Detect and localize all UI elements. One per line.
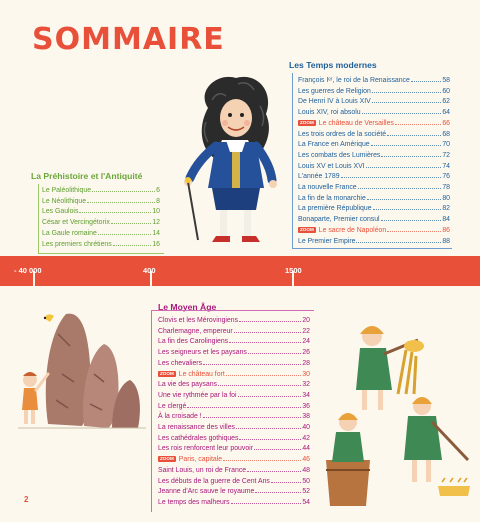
toc-entry-label: La fin de la monarchie	[298, 194, 366, 202]
toc-entry-label: Clovis et les Mérovingiens	[158, 317, 239, 324]
toc-entry-la-france-en-amerique[interactable]	[298, 140, 450, 151]
zoom-badge: ZOOM	[160, 370, 174, 376]
toc-entry-page: 22	[302, 327, 310, 335]
toc-entry-les-rois-renforcent-leur-pouvoir[interactable]	[158, 444, 310, 455]
toc-entry-la-renaissance-des-villes[interactable]	[158, 423, 310, 434]
toc-entry-label: De Henri IV à Louis XIV	[298, 98, 371, 106]
zoom-badge: ZOOM	[300, 226, 314, 232]
toc-entry-cesar-et-vercingetorix[interactable]	[42, 218, 160, 229]
dot-leader	[367, 194, 442, 200]
toc-entry-page: 32	[302, 381, 310, 389]
dot-leader	[362, 108, 442, 114]
toc-entry-page: 72	[442, 151, 450, 159]
dot-leader	[113, 240, 152, 246]
toc-entry-label: Louis XV et Louis XVI	[298, 162, 365, 170]
dot-leader	[381, 151, 441, 157]
toc-entry-page: 68	[442, 130, 450, 138]
toc-entry-title	[298, 76, 410, 87]
toc-entry-title	[298, 97, 371, 108]
toc-entry-label: Saint Louis, un roi de France	[158, 466, 247, 474]
toc-entry-title	[158, 402, 186, 413]
toc-entry-paris-capitale[interactable]	[158, 455, 310, 466]
toc-entry-title	[298, 151, 380, 162]
toc-entry-page: 10	[152, 208, 160, 216]
toc-entry-le-chateau-fort[interactable]	[158, 370, 310, 381]
toc-entry-title	[298, 172, 340, 183]
toc-entry-title	[158, 477, 270, 488]
toc-entry-title	[158, 327, 233, 338]
toc-entry-title	[158, 423, 235, 434]
toc-entry-label: Les seigneurs et les paysans	[158, 349, 247, 357]
dot-leader	[223, 455, 301, 461]
toc-entry-le-premier-empire[interactable]	[298, 237, 450, 248]
toc-entry-page: 12	[152, 219, 160, 227]
dot-leader	[254, 444, 301, 450]
toc-entry-page: 78	[442, 184, 450, 192]
toc-entry-label: Charlemagne, empereur	[158, 327, 233, 335]
toc-entry-a-la-croisade[interactable]	[158, 412, 310, 423]
toc-entry-le-clerge[interactable]	[158, 402, 310, 413]
timeline-label-prehistoire: - 40 000	[14, 266, 42, 275]
toc-entry-title	[158, 434, 238, 445]
toc-entry-une-vie-rythmee-par-la-foi[interactable]	[158, 391, 310, 402]
toc-entry-title	[158, 391, 237, 402]
timeline-label-moyen-age: 400	[143, 266, 156, 275]
dot-leader	[255, 487, 301, 493]
dot-leader	[187, 402, 301, 408]
toc-entry-label: Les chevaliers	[158, 359, 203, 367]
toc-entry-title	[42, 207, 78, 218]
toc-entry-title	[158, 348, 247, 359]
toc-entry-l-annee-1789[interactable]	[298, 172, 450, 183]
toc-entry-label: La première République	[298, 205, 372, 213]
toc-entry-label: Le sacre de Napoléon	[318, 226, 387, 234]
toc-entry-louis-xiv-roi-absolu[interactable]	[298, 108, 450, 119]
toc-entry-clovis-et-les-merovingiens[interactable]	[158, 316, 310, 327]
timeline-band	[0, 256, 480, 286]
toc-entry-title	[42, 229, 97, 240]
toc-entry-label: César et Vercingétorix	[42, 219, 110, 227]
toc-entry-title	[298, 119, 394, 130]
dot-leader	[98, 229, 152, 235]
toc-entry-title	[298, 237, 355, 248]
toc-entry-title	[298, 226, 386, 237]
toc-entry-title	[158, 455, 222, 466]
toc-entry-page: 84	[442, 216, 450, 224]
toc-entry-les-premiers-chretiens[interactable]	[42, 240, 160, 251]
temps-modernes-section-title: Les Temps modernes	[289, 60, 377, 70]
toc-entry-page: 26	[302, 349, 310, 357]
temps-modernes-list	[298, 76, 450, 247]
dot-leader	[229, 337, 301, 343]
toc-entry-les-seigneurs-et-les-paysans[interactable]	[158, 348, 310, 359]
menhirs-illustration	[18, 304, 146, 434]
toc-entry-label: Jeanne d'Arc sauve le royaume	[158, 488, 255, 496]
prehistoire-section-title: La Préhistoire et l'Antiquité	[31, 171, 143, 181]
toc-entry-label: Les trois ordres de la société	[298, 130, 387, 138]
toc-entry-title	[42, 186, 91, 197]
dot-leader	[372, 87, 442, 93]
toc-entry-title	[158, 498, 230, 509]
dot-leader	[236, 423, 301, 429]
dot-leader	[387, 130, 441, 136]
toc-entry-label: Les guerres de Religion	[298, 87, 371, 95]
toc-entry-page: 16	[152, 240, 160, 248]
toc-entry-label: L'année 1789	[298, 173, 340, 181]
toc-entry-les-guerres-de-religion[interactable]	[298, 87, 450, 98]
toc-entry-les-debuts-de-la-guerre-de-cent-ans[interactable]	[158, 477, 310, 488]
toc-entry-label: La Gaule romaine	[42, 229, 97, 237]
toc-entry-title	[298, 204, 372, 215]
toc-entry-page: 42	[302, 434, 310, 442]
toc-entry-label: Paris, capitale	[178, 456, 223, 464]
toc-entry-label: La renaissance des villes	[158, 424, 235, 432]
toc-entry-title	[158, 337, 228, 348]
toc-entry-le-temps-des-malheurs[interactable]	[158, 498, 310, 509]
dot-leader	[234, 327, 302, 333]
toc-entry-label: Le temps des malheurs	[158, 498, 230, 506]
louis-xiv-illustration	[178, 70, 288, 250]
toc-entry-title	[298, 108, 361, 119]
dot-leader	[231, 498, 302, 504]
page-title: SOMMAIRE	[32, 22, 225, 57]
toc-entry-title	[158, 444, 253, 455]
toc-entry-page: 44	[302, 445, 310, 453]
dot-leader	[373, 204, 442, 210]
toc-entry-page: 58	[442, 77, 450, 84]
toc-entry-title	[42, 197, 86, 208]
toc-entry-la-gaule-romaine[interactable]	[42, 229, 160, 240]
toc-entry-title	[298, 194, 366, 205]
toc-entry-title	[158, 412, 202, 423]
toc-entry-page: 76	[442, 173, 450, 181]
dot-leader	[226, 370, 302, 376]
toc-entry-label: Le Néolithique	[42, 197, 87, 205]
toc-entry-page: 14	[152, 229, 160, 237]
toc-entry-title	[158, 316, 238, 327]
toc-entry-label: La vie des paysans	[158, 381, 217, 389]
toc-entry-title	[298, 87, 371, 98]
dot-leader	[87, 197, 155, 203]
toc-entry-page: 24	[302, 338, 310, 346]
toc-entry-la-fin-des-carolingiens[interactable]	[158, 337, 310, 348]
toc-entry-le-chateau-de-versailles[interactable]	[298, 119, 450, 130]
toc-entry-label: La France en Amérique	[298, 141, 370, 149]
toc-entry-le-neolithique[interactable]	[42, 197, 160, 208]
toc-entry-page: 66	[442, 119, 450, 127]
dot-leader	[238, 391, 302, 397]
toc-entry-page: 38	[302, 413, 310, 421]
timeline-label-temps-modernes: 1500	[285, 266, 302, 275]
toc-entry-label: La fin des Carolingiens	[158, 338, 229, 346]
toc-entry-page: 34	[302, 391, 310, 399]
dot-leader	[381, 215, 442, 221]
toc-entry-label: Les premiers chrétiens	[42, 240, 112, 248]
toc-entry-label: Le château fort	[178, 370, 225, 378]
toc-entry-label: Bonaparte, Premier consul	[298, 216, 380, 224]
moyen-age-list	[158, 316, 310, 509]
dot-leader	[92, 186, 155, 192]
toc-entry-jeanne-d-arc-sauve-le-royaume[interactable]	[158, 487, 310, 498]
dot-leader	[111, 218, 152, 224]
toc-entry-title	[42, 240, 112, 251]
toc-entry-les-trois-ordres-de-la-societe[interactable]	[298, 130, 450, 141]
toc-entry-page: 60	[442, 87, 450, 95]
toc-entry-title	[42, 218, 110, 229]
toc-entry-title	[158, 370, 225, 381]
dot-leader	[239, 434, 301, 440]
toc-entry-title	[298, 183, 357, 194]
dot-leader	[271, 477, 301, 483]
toc-entry-title	[298, 215, 380, 226]
toc-entry-page: 62	[442, 98, 450, 106]
toc-entry-les-gaulois[interactable]	[42, 207, 160, 218]
dot-leader	[356, 237, 441, 243]
dot-leader	[79, 207, 151, 213]
toc-entry-label: Le château de Versailles	[318, 119, 394, 127]
toc-entry-label: Une vie rythmée par la foi	[158, 391, 237, 399]
toc-entry-page: 46	[302, 456, 310, 464]
page-number: 2	[24, 495, 29, 504]
toc-entry-label: Les rois renforcent leur pouvoir	[158, 445, 253, 453]
toc-entry-label: Le Premier Empire	[298, 237, 356, 245]
toc-entry-label: Louis XIV, roi absolu	[298, 109, 361, 117]
toc-entry-page: 70	[442, 141, 450, 149]
toc-entry-page: 30	[302, 370, 310, 378]
dot-leader	[218, 380, 301, 386]
toc-entry-label: François Iᵉʳ, le roi de la Renaissance	[298, 77, 410, 84]
dot-leader	[247, 466, 301, 472]
toc-entry-les-combats-des-lumieres[interactable]	[298, 151, 450, 162]
dot-leader	[248, 348, 301, 354]
zoom-badge: ZOOM	[300, 119, 314, 125]
toc-entry-charlemagne-empereur[interactable]	[158, 327, 310, 338]
dot-leader	[358, 183, 442, 189]
toc-entry-title	[158, 487, 254, 498]
toc-entry-label: Les combats des Lumières	[298, 151, 381, 159]
toc-entry-page: 86	[442, 226, 450, 234]
moyen-age-section-title: Le Moyen Âge	[158, 302, 217, 312]
toc-entry-les-chevaliers[interactable]	[158, 359, 310, 370]
toc-entry-la-vie-des-paysans[interactable]	[158, 380, 310, 391]
peasants-illustration	[320, 310, 472, 515]
toc-entry-label: Les débuts de la guerre de Cent Ans	[158, 477, 270, 485]
toc-entry-saint-louis-un-roi-de-france[interactable]	[158, 466, 310, 477]
toc-entry-page: 28	[302, 359, 310, 367]
toc-entry-francois-i-le-roi-de-la-renaissance[interactable]	[298, 76, 450, 87]
toc-entry-le-paleolithique[interactable]	[42, 186, 160, 197]
toc-entry-page: 52	[302, 488, 310, 496]
toc-entry-page: 36	[302, 402, 310, 410]
toc-entry-title	[158, 380, 217, 391]
toc-entry-le-sacre-de-napoleon[interactable]	[298, 226, 450, 237]
toc-entry-page: 54	[302, 498, 310, 506]
dot-leader	[372, 97, 442, 103]
toc-entry-page: 82	[442, 205, 450, 213]
toc-entry-bonaparte-premier-consul[interactable]	[298, 215, 450, 226]
toc-entry-label: À la croisade !	[158, 413, 202, 421]
toc-entry-label: Les cathédrales gothiques	[158, 434, 239, 442]
toc-entry-la-nouvelle-france[interactable]	[298, 183, 450, 194]
toc-entry-title	[298, 130, 386, 141]
toc-entry-label: Le Paléolithique	[42, 187, 92, 194]
toc-entry-louis-xv-et-louis-xvi[interactable]	[298, 162, 450, 173]
toc-entry-page: 6	[156, 187, 160, 194]
toc-entry-title	[158, 359, 202, 370]
dot-leader	[203, 412, 302, 418]
dot-leader	[203, 359, 301, 365]
toc-entry-page: 8	[156, 197, 160, 205]
toc-entry-page: 48	[302, 466, 310, 474]
toc-entry-label: Le clergé	[158, 402, 187, 410]
dot-leader	[239, 316, 301, 322]
dot-leader	[387, 226, 441, 232]
toc-entry-page: 64	[442, 109, 450, 117]
toc-entry-label: La nouvelle France	[298, 184, 357, 192]
dot-leader	[366, 162, 442, 168]
toc-entry-title	[158, 466, 246, 477]
toc-entry-title	[298, 140, 370, 151]
toc-entry-page: 40	[302, 424, 310, 432]
toc-entry-page: 50	[302, 477, 310, 485]
toc-entry-la-premiere-republique[interactable]	[298, 204, 450, 215]
toc-entry-page: 74	[442, 162, 450, 170]
dot-leader	[341, 172, 442, 178]
toc-entry-label: Les Gaulois	[42, 208, 79, 216]
toc-entry-page: 80	[442, 194, 450, 202]
dot-leader	[411, 76, 441, 82]
prehistoire-list	[42, 186, 160, 250]
toc-entry-les-cathedrales-gothiques[interactable]	[158, 434, 310, 445]
toc-entry-la-fin-de-la-monarchie[interactable]	[298, 194, 450, 205]
toc-entry-title	[298, 162, 365, 173]
dot-leader	[371, 140, 442, 146]
toc-entry-de-henri-iv-a-louis-xiv[interactable]	[298, 97, 450, 108]
zoom-badge: ZOOM	[160, 456, 174, 462]
toc-entry-page: 20	[302, 317, 310, 324]
toc-entry-page: 88	[442, 237, 450, 245]
dot-leader	[395, 119, 441, 125]
